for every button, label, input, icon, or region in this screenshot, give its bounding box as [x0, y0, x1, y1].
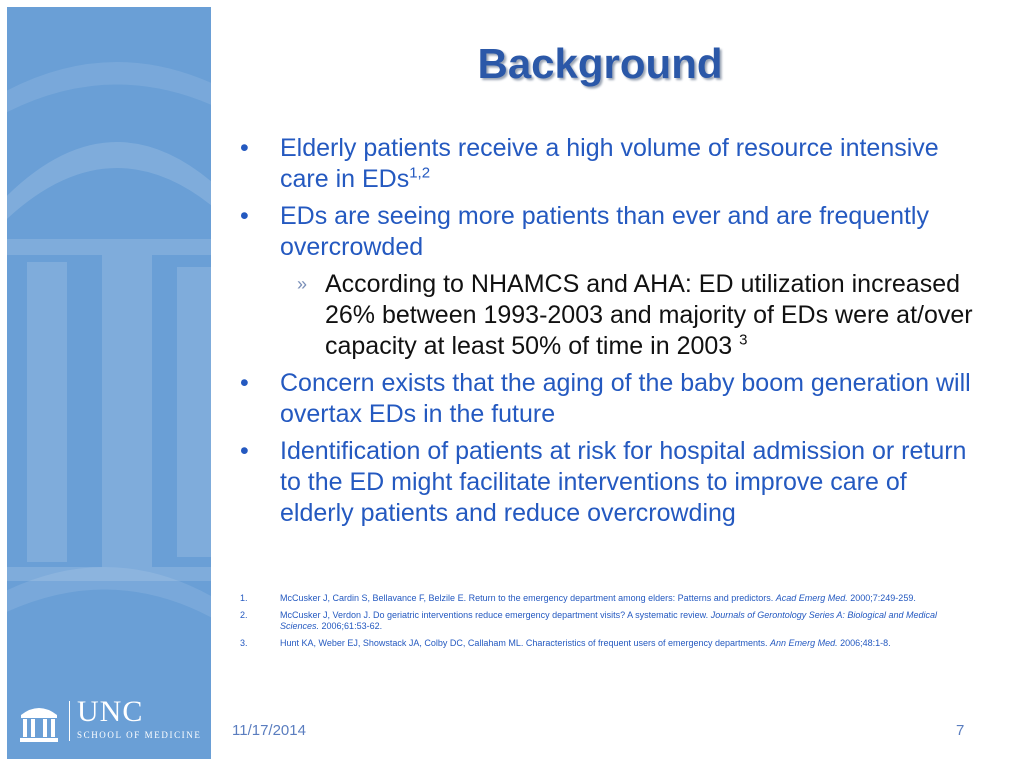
bullet-marker: •: [240, 369, 249, 397]
reference-text: McCusker J, Cardin S, Bellavance F, Belzile E. Return to the emergency department among elders: Patterns and predictors.: [280, 593, 776, 603]
reference-citation: 2006;48:1-8.: [837, 638, 891, 648]
reference-item: [240, 638, 975, 649]
reference-journal: Journals of Gerontology Series A: Biological and Medical Sciences.: [280, 610, 937, 631]
bullet-text: Concern exists that the aging of the baby boom generation will overtax EDs in the future: [280, 369, 971, 428]
bullet-item: [240, 368, 980, 430]
bullet-item: [240, 436, 980, 529]
footer-date: 11/17/2014: [232, 722, 306, 739]
reference-text: McCusker J, Verdon J. Do geriatric interventions reduce emergency department visits? A systematic review.: [280, 610, 711, 620]
sidebar-panel: [7, 7, 211, 759]
reference-number: 1.: [240, 593, 248, 603]
bullet-text: Elderly patients receive a high volume of resource intensive care in EDs: [280, 134, 939, 193]
citation-superscript: 1,2: [409, 164, 431, 182]
sub-bullet-item: [240, 269, 980, 362]
reference-journal: Ann Emerg Med.: [770, 638, 838, 648]
reference-journal: Acad Emerg Med.: [775, 593, 848, 603]
reference-text: Hunt KA, Weber EJ, Showstack JA, Colby DC, Callaham ML. Characteristics of frequent users of emergency departments.: [280, 638, 771, 648]
slide-title: Background: [477, 40, 723, 87]
bullet-text: EDs are seeing more patients than ever and are frequently overcrowded: [280, 202, 929, 261]
logo-divider: [69, 701, 70, 741]
reference-list: [240, 593, 975, 655]
old-well-icon: [17, 701, 61, 745]
bullet-marker: •: [240, 202, 249, 230]
unc-logo: [17, 697, 211, 745]
bullet-item: [240, 133, 980, 195]
bullet-marker: •: [240, 134, 249, 162]
reference-item: [240, 593, 975, 604]
reference-number: 3.: [240, 638, 248, 648]
bullet-text: According to NHAMCS and AHA: ED utilization increased 26% between 1993-2003 and majority of EDs were at/over capacity at least 50% of time in 2003: [325, 270, 973, 360]
bullet-list: [240, 133, 980, 535]
citation-superscript: 3: [739, 331, 748, 349]
bullet-marker: •: [240, 437, 249, 465]
logo-subtitle: SCHOOL OF MEDICINE: [77, 730, 202, 740]
reference-citation: 2000;7:249-259.: [847, 593, 916, 603]
logo-wordmark: UNC: [77, 695, 144, 728]
page-number: 7: [956, 722, 965, 739]
reference-citation: 2006;61:53-62.: [319, 621, 383, 631]
reference-item: [240, 610, 975, 632]
sub-bullet-marker: »: [297, 274, 308, 294]
bullet-text: Identification of patients at risk for hospital admission or return to the ED might facilitate interventions to improve care of elderly patients and reduce overcrowding: [280, 437, 967, 527]
old-well-watermark-icon: [7, 7, 211, 759]
reference-number: 2.: [240, 610, 248, 620]
bullet-item: [240, 201, 980, 263]
